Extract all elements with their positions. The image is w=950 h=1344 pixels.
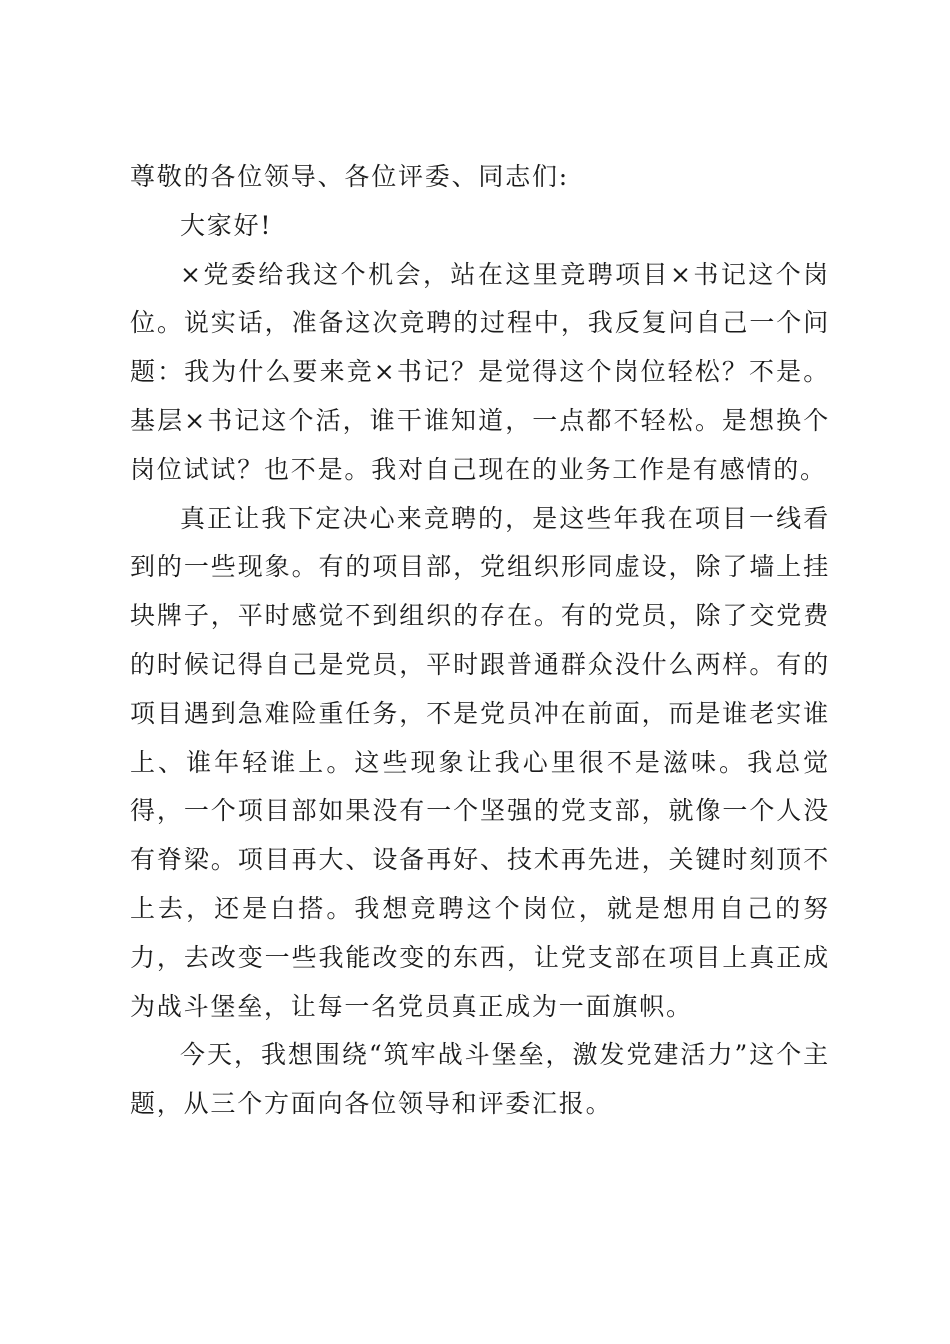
greeting-paragraph: 大家好! (180, 210, 273, 240)
document-body (130, 153, 830, 1129)
body-paragraph-1: ×党委给我这个机会，站在这里竞聘项目×书记这个岗位。说实话，准备这次竞聘的过程中，我反复问自己一个问题：我为什么要来竞×书记？是觉得这个岗位轻松？不是。基层×书记这个活，谁干谁知道，一点都不轻松。是想换个岗位试试？也不是。我对自己现在的业务工作是有感情的。 (130, 259, 830, 484)
salutation: 尊敬的各位领导、各位评委、同志们: (130, 162, 570, 191)
body-paragraph-3: 今天，我想围绕“筑牢战斗堡垒，激发党建活力”这个主题，从三个方面向各位领导和评委汇报。 (130, 1040, 830, 1119)
body-paragraph-2: 真正让我下定决心来竞聘的，是这些年我在项目一线看到的一些现象。有的项目部，党组织形同虚设，除了墙上挂块牌子，平时感觉不到组织的存在。有的党员，除了交党费的时候记得自己是党员，平时跟普通群众没什么两样。有的项目遇到急难险重任务，不是党员冲在前面，而是谁老实谁上、谁年轻谁上。这些现象让我心里很不是滋味。我总觉得，一个项目部如果没有一个坚强的党支部，就像一个人没有脊梁。项目再大、设备再好、技术再先进，关键时刻顶不上去，还是白搭。我想竞聘这个岗位，就是想用自己的努力，去改变一些我能改变的东西，让党支部在项目上真正成为战斗堡垒，让每一名党员真正成为一面旗帜。 (130, 503, 830, 1021)
